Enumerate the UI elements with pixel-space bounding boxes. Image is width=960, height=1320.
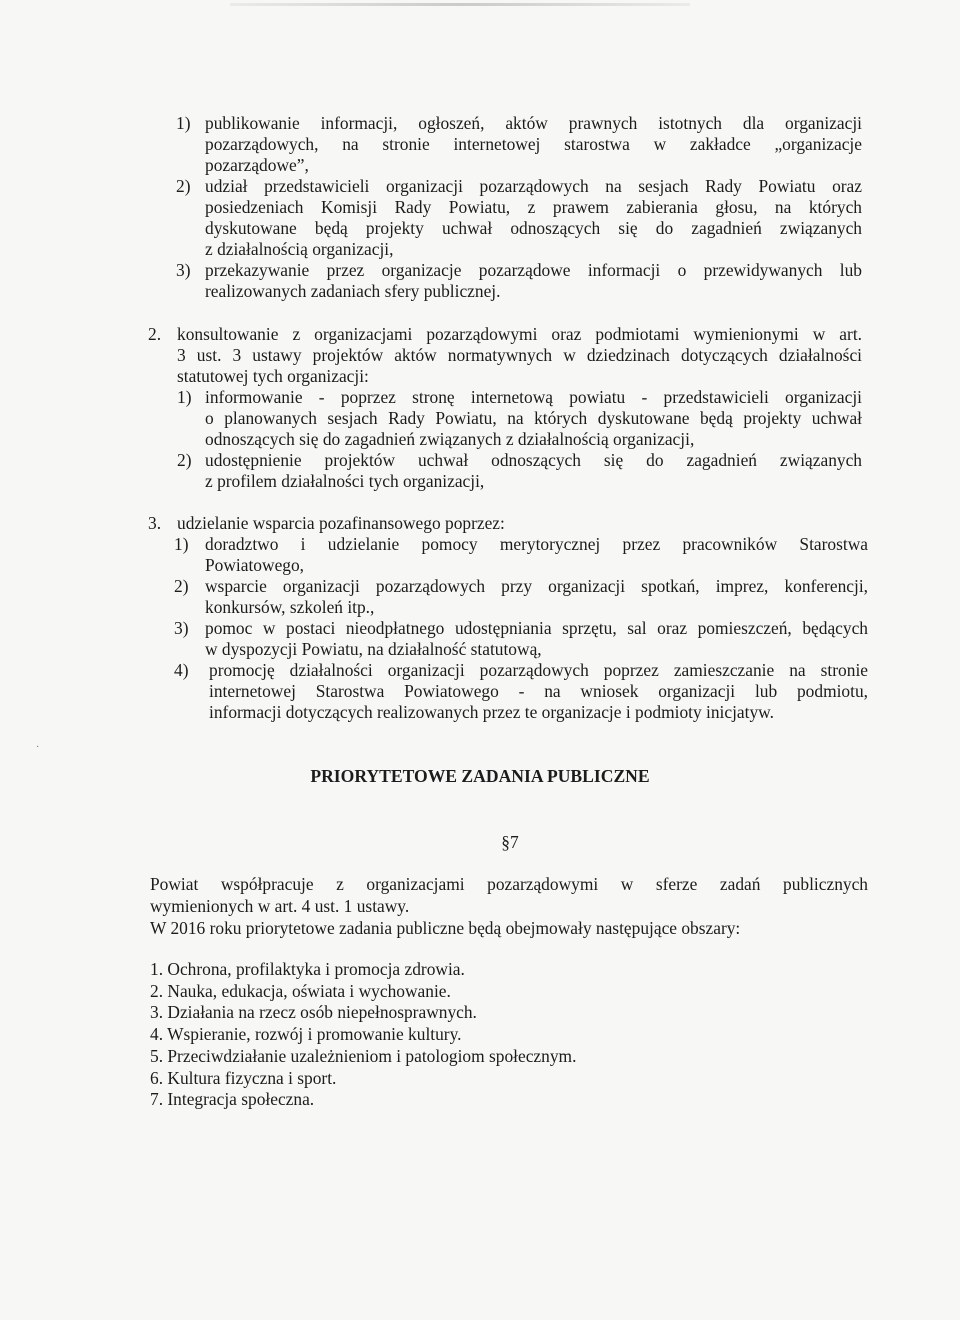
section-title: PRIORYTETOWE ZADANIA PUBLICZNE (310, 766, 650, 786)
item-line: udostępnienie projektów uchwał odnoszących się do zagadnień związanych (205, 450, 862, 470)
item-line: odnoszących się do zagadnień związanych z działalnością organizacji, (205, 429, 695, 449)
list-item (176, 176, 862, 260)
item-line: posiedzeniach Komisji Rady Powiatu, z prawem zabierania głosu, na których (205, 197, 862, 217)
item-number: 2) (176, 176, 191, 196)
scan-speck: · (36, 742, 40, 753)
item-number: 1) (176, 113, 191, 133)
section-1-list (176, 113, 862, 302)
item-line: udział przedstawicieli organizacji pozarządowych na sesjach Rady Powiatu oraz (205, 176, 862, 196)
item-number: 2) (177, 450, 192, 470)
item-line: pomoc w postaci nieodpłatnego udostępniania sprzętu, sal oraz pomieszczeń, będących (205, 618, 868, 638)
item-line: pozarządowych, na stronie internetowej starostwa w zakładce „organizacje (205, 134, 862, 154)
list-item (148, 387, 862, 450)
list-item (176, 113, 862, 176)
priority-item: 4. Wspieranie, rozwój i promowanie kultury. (150, 1024, 462, 1045)
item-number: 4) (174, 660, 189, 680)
list-item (148, 534, 868, 576)
item-line: promocję działalności organizacji pozarządowych poprzez zamieszczanie na stronie (209, 660, 868, 680)
priority-item: 6. Kultura fizyczna i sport. (150, 1067, 337, 1088)
priority-item: 3. Działania na rzecz osób niepełnosprawnych. (150, 1002, 477, 1023)
list-item (148, 450, 862, 492)
item-line: realizowanych zadaniach sfery publicznej. (205, 281, 501, 301)
item-line: publikowanie informacji, ogłoszeń, aktów prawnych istotnych dla organizacji (205, 113, 862, 133)
item-line: przekazywanie przez organizacje pozarządowe informacji o przewidywanych lub (205, 260, 862, 280)
scan-edge-mark (230, 3, 690, 6)
item-line: wsparcie organizacji pozarządowych przy organizacji spotkań, imprez, konferencji, (205, 576, 868, 596)
intro-line: W 2016 roku priorytetowe zadania publiczne będą obejmowały następujące obszary: (150, 918, 741, 938)
item-number: 1) (174, 534, 189, 554)
priority-item: 2. Nauka, edukacja, oświata i wychowanie. (150, 980, 451, 1001)
section-number: 2. (148, 324, 162, 344)
list-item (148, 618, 868, 660)
item-line: konkursów, szkoleń itp., (205, 597, 375, 617)
section-3 (148, 513, 868, 723)
list-item (148, 576, 868, 618)
intro-paragraph (150, 873, 868, 939)
paragraph-number: §7 (501, 832, 519, 852)
item-number: 3) (176, 260, 191, 280)
item-line: doradztwo i udzielanie pomocy merytorycznej przez pracowników Starostwa (205, 534, 868, 554)
section-heading (148, 324, 862, 387)
list-item (148, 660, 868, 723)
section-number: 3. (148, 513, 162, 533)
priority-item: 1. Ochrona, profilaktyka i promocja zdrowia. (150, 959, 465, 979)
heading-line: konsultowanie z organizacjami pozarządowymi oraz podmiotami wymienionymi w art. (177, 324, 862, 344)
item-number: 3) (174, 618, 189, 638)
item-line: w dyspozycji Powiatu, na działalność statutową, (205, 639, 542, 659)
item-line: informowanie - poprzez stronę internetową powiatu - przedstawicieli organizacji (205, 387, 862, 407)
item-number: 2) (174, 576, 189, 596)
item-line: o planowanych sesjach Rady Powiatu, na których dyskutowane będą projekty uchwał (205, 408, 862, 428)
item-line: informacji dotyczących realizowanych przez te organizacje i podmioty inicjatyw. (209, 702, 774, 722)
heading-line: statutowej tych organizacji: (177, 366, 369, 386)
heading-line: 3 ust. 3 ustawy projektów aktów normatywnych w dziedzinach dotyczących działalności (177, 345, 862, 365)
section-2 (148, 324, 862, 492)
item-line: Powiatowego, (205, 555, 305, 575)
item-number: 1) (177, 387, 192, 407)
intro-line: wymienionych w art. 4 ust. 1 ustawy. (150, 896, 410, 916)
item-line: z profilem działalności tych organizacji, (205, 471, 485, 491)
priority-item: 5. Przeciwdziałanie uzależnieniom i patologiom społecznym. (150, 1045, 577, 1066)
section-heading (148, 513, 868, 534)
item-line: dyskutowane będą projekty uchwał odnoszących się do zagadnień związanych (205, 218, 862, 238)
item-line: z działalnością organizacji, (205, 239, 394, 259)
list-item (176, 260, 862, 302)
intro-line: Powiat współpracuje z organizacjami pozarządowymi w sferze zadań publicznych (150, 874, 868, 894)
priority-item: 7. Integracja społeczna. (150, 1089, 315, 1110)
item-line: pozarządowe”, (205, 155, 309, 175)
priority-list (150, 959, 850, 1111)
item-line: internetowej Starostwa Powiatowego - na wniosek organizacji lub podmiotu, (209, 681, 868, 701)
heading-line: udzielanie wsparcia pozafinansowego poprzez: (177, 513, 505, 533)
